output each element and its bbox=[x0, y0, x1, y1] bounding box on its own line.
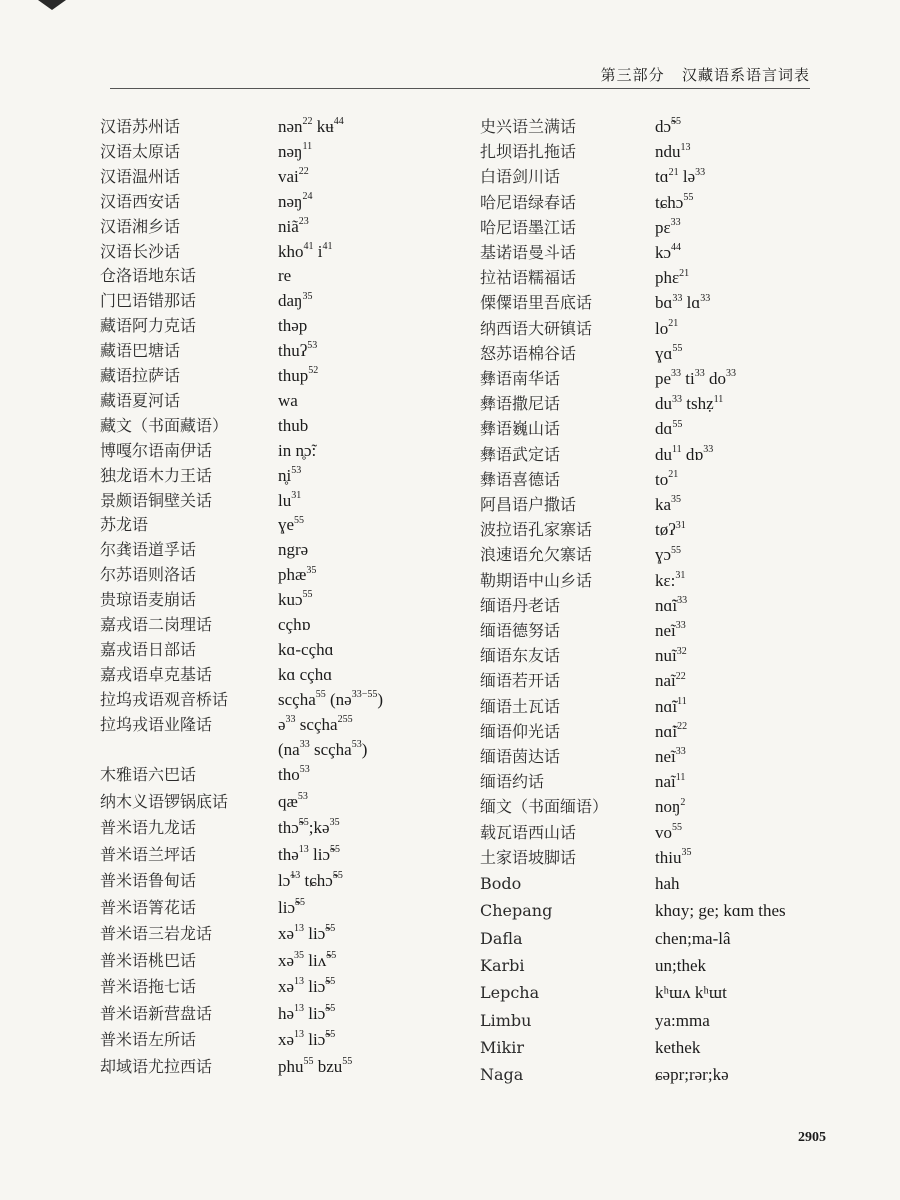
language-name: 彝语撒尼话 bbox=[480, 394, 561, 414]
language-name: 汉语长沙话 bbox=[100, 241, 181, 261]
word-form: $lu^{31}$ bbox=[278, 489, 302, 510]
language-name: 彝语武定话 bbox=[480, 444, 561, 464]
language-name: 贵琼语麦崩话 bbox=[100, 590, 197, 610]
word-form: $du^{11}$ dɒ$^{33}$ bbox=[655, 443, 714, 464]
language-name: 却域语尤拉西话 bbox=[100, 1056, 213, 1076]
word-form: thə$^{13}$ liɔ̃$^{55}$ bbox=[278, 843, 341, 864]
language-name: 汉语湘乡话 bbox=[100, 216, 181, 236]
word-form: $pe^{33}$ $ti^{33}$ $do^{33}$ bbox=[655, 368, 736, 388]
word-form: ə$^{33}$ scçha$^{255}$ bbox=[278, 713, 353, 734]
word-form: kɛ:$^{31}$ bbox=[655, 569, 686, 590]
word-form: vai$^{22}$ bbox=[278, 166, 309, 186]
language-name: 普米语兰坪话 bbox=[100, 844, 197, 864]
language-name: 尔龚语道孚话 bbox=[100, 540, 197, 560]
word-form: pɛ$^{33}$ bbox=[655, 217, 681, 237]
word-form: cçhɒ bbox=[278, 615, 311, 634]
language-name: Dafla bbox=[480, 928, 523, 948]
word-form: phæ$^{35}$ bbox=[278, 564, 317, 585]
word-form: ya:mma bbox=[655, 1010, 710, 1030]
language-name: 普米语三岩龙话 bbox=[100, 924, 213, 943]
word-form: kɑ-cçhɑ bbox=[278, 639, 334, 659]
language-name: Mikir bbox=[480, 1037, 524, 1057]
word-form: dɔ̃$^{55}$ bbox=[655, 116, 682, 136]
word-form: ɣɑ$^{55}$ bbox=[655, 343, 683, 363]
header-part: 第三部分 bbox=[600, 66, 665, 84]
language-name: 独龙语木力王话 bbox=[100, 465, 213, 485]
language-name: 景颇语铜壁关话 bbox=[100, 490, 213, 510]
word-form: $lo^{21}$ bbox=[655, 317, 679, 338]
language-name: 纳西语大研镇话 bbox=[480, 318, 593, 338]
word-form: hah bbox=[655, 874, 680, 893]
language-name: 缅文（书面缅语） bbox=[480, 797, 609, 817]
word-form: $ka^{35}$ bbox=[655, 494, 682, 514]
language-name: 拉坞戎语业隆话 bbox=[100, 714, 213, 734]
word-form: neĩ$^{33}$ bbox=[655, 746, 686, 766]
word-form: $du^{33}$ tshẓ$^{11}$ bbox=[655, 393, 724, 414]
language-name: Bodo bbox=[480, 874, 522, 893]
word-form: $n̥i^{53}$ bbox=[278, 464, 302, 485]
language-name: 载瓦语西山话 bbox=[480, 822, 577, 842]
language-name: 拉坞戎语观音桥话 bbox=[100, 689, 229, 709]
language-name: Chepang bbox=[480, 901, 553, 921]
word-form: wa bbox=[278, 390, 298, 410]
language-name: 彝语南华话 bbox=[480, 369, 561, 388]
language-name: 尔苏语则洛话 bbox=[100, 565, 197, 585]
word-form: kuɔ$^{55}$ bbox=[278, 589, 313, 610]
language-name: 扎坝语扎拖话 bbox=[480, 142, 577, 162]
language-name: 嘉戎语二岗理话 bbox=[100, 615, 213, 634]
word-form: naĩ$^{22}$ bbox=[655, 670, 686, 691]
language-name: 藏语拉萨话 bbox=[100, 366, 181, 385]
word-form: un;thek bbox=[655, 955, 706, 975]
word-form: xə$^{13}$ liɔ̃$^{55}$ bbox=[278, 1029, 336, 1049]
language-name: 仓洛语地东话 bbox=[100, 266, 197, 286]
word-form: scçha$^{55}$ (nə$^{33-55}$) bbox=[278, 689, 384, 709]
language-name: 缅语约话 bbox=[480, 772, 545, 792]
word-form: ngrə bbox=[278, 540, 309, 560]
language-name: 普米语新营盘话 bbox=[100, 1003, 213, 1023]
word-form: re bbox=[278, 266, 292, 286]
word-form: noŋ$^2$ bbox=[655, 796, 686, 817]
word-form: ɣe$^{55}$ bbox=[278, 514, 305, 535]
word-form: $nɑ̃i^{22}$ bbox=[655, 721, 688, 741]
word-form: hə$^{13}$ liɔ̃$^{55}$ bbox=[278, 1002, 336, 1023]
language-name: 土家语坡脚话 bbox=[480, 847, 577, 867]
word-form: phɛ$^{21}$ bbox=[655, 267, 690, 288]
word-form: khɑy; ge; kɑm thes bbox=[655, 901, 786, 921]
word-form: thiu$^{35}$ bbox=[655, 847, 692, 867]
word-form: naĩ$^{11}$ bbox=[655, 771, 686, 792]
word-form: thɔ̃$^{55}$;kə$^{35}$ bbox=[278, 817, 340, 837]
word-form: ɕəpr;rər;kə bbox=[655, 1065, 729, 1085]
word-form: tɑ$^{21}$ lə$^{33}$ bbox=[655, 166, 706, 187]
word-form: $qæ^{53}$ bbox=[278, 790, 308, 811]
language-name: 藏语巴塘话 bbox=[100, 341, 181, 361]
word-form: neĩ$^{33}$ bbox=[655, 620, 686, 640]
word-form: kɑ cçhɑ bbox=[278, 664, 333, 684]
language-name: 木雅语六巴话 bbox=[100, 765, 197, 784]
word-form: xə$^{13}$ liɔ̃$^{55}$ bbox=[278, 923, 336, 943]
language-name: 普米语鲁甸话 bbox=[100, 871, 197, 890]
language-name: 嘉戎语日部话 bbox=[100, 639, 197, 659]
language-name: 普米语左所话 bbox=[100, 1030, 197, 1049]
language-name: 史兴语兰满话 bbox=[480, 117, 577, 136]
language-name: 彝语喜德话 bbox=[480, 469, 561, 489]
word-form: lɔ̃$^{13}$ tɕhɔ̃$^{55}$ bbox=[278, 870, 343, 890]
corner-scan-mark bbox=[38, 0, 66, 10]
word-form: xə$^{35}$ liʌ̃$^{55}$ bbox=[278, 949, 337, 970]
language-name: 缅语茵达话 bbox=[480, 747, 561, 766]
word-form: $vo^{55}$ bbox=[655, 821, 682, 842]
language-name: Karbi bbox=[480, 955, 525, 975]
language-name: 藏文（书面藏语） bbox=[100, 415, 229, 435]
page-number: 2905 bbox=[798, 1130, 826, 1145]
language-name: 哈尼语墨江话 bbox=[480, 217, 577, 237]
language-name: 缅语东友话 bbox=[480, 646, 561, 666]
language-name: 缅语德努话 bbox=[480, 621, 561, 640]
word-form: daŋ$^{35}$ bbox=[278, 290, 313, 311]
language-name: 勒期语中山乡话 bbox=[480, 570, 593, 590]
word-form: nən$^{22}$ kʉ$^{44}$ bbox=[278, 116, 344, 136]
word-form: bɑ$^{33}$ lɑ$^{33}$ bbox=[655, 292, 711, 313]
word-form: $to^{21}$ bbox=[655, 469, 679, 489]
language-name: 波拉语孔家寨话 bbox=[480, 520, 593, 540]
language-name: 缅语土瓦话 bbox=[480, 696, 561, 716]
language-name: 基诺语曼斗话 bbox=[480, 243, 577, 262]
language-name: 汉语太原话 bbox=[100, 141, 181, 161]
word-form: tho$^{53}$ bbox=[278, 764, 310, 784]
language-name: 阿昌语户撒话 bbox=[480, 495, 577, 514]
header-title: 汉藏语系语言词表 bbox=[681, 66, 810, 84]
language-name: 普米语箐花话 bbox=[100, 897, 197, 917]
word-form: ($na^{33}$ scçha$^{53}$) bbox=[278, 738, 368, 759]
language-name: 博嘎尔语南伊话 bbox=[100, 440, 213, 460]
running-header bbox=[601, 64, 810, 85]
word-form: xə$^{13}$ liɔ̃$^{55}$ bbox=[278, 976, 336, 996]
word-form: kho$^{41}$ $i^{41}$ bbox=[278, 240, 333, 261]
language-name: 汉语温州话 bbox=[100, 166, 181, 186]
word-form: nəŋ$^{24}$ bbox=[278, 191, 313, 211]
word-form: $nɑ̃ĩ^{33}$ bbox=[655, 595, 688, 615]
language-name: 缅语丹老话 bbox=[480, 595, 561, 615]
language-name: 藏语夏河话 bbox=[100, 390, 181, 410]
language-name: 普米语九龙话 bbox=[100, 818, 197, 837]
word-form: niã$^{23}$ bbox=[278, 215, 309, 236]
word-form: dɑ$^{55}$ bbox=[655, 418, 683, 439]
word-form: chen;ma-lâ bbox=[655, 928, 731, 948]
word-form: thub bbox=[278, 415, 309, 435]
language-name: 汉语苏州话 bbox=[100, 117, 181, 136]
word-form: kʰɯʌ kʰɯt bbox=[655, 983, 727, 1003]
word-form: thəp bbox=[278, 316, 308, 336]
word-form: kethek bbox=[655, 1037, 701, 1057]
language-name: 缅语若开话 bbox=[480, 671, 561, 691]
language-name: Naga bbox=[480, 1065, 524, 1085]
word-form: kɔ$^{44}$ bbox=[655, 242, 682, 262]
word-form: $nɑ̃ĩ^{11}$ bbox=[655, 695, 687, 716]
word-form: phu$^{55}$ bzu$^{55}$ bbox=[278, 1055, 353, 1076]
header-rule bbox=[110, 88, 810, 89]
word-form: ɣɔ$^{55}$ bbox=[655, 544, 682, 565]
language-name: 怒苏语棉谷话 bbox=[480, 343, 577, 363]
word-form: nəŋ$^{11}$ bbox=[278, 141, 313, 161]
language-name: 普米语拖七话 bbox=[100, 977, 197, 996]
word-form: tɕhɔ$^{55}$ bbox=[655, 191, 694, 212]
word-form: thup$^{52}$ bbox=[278, 365, 319, 385]
language-name: 浪速语允欠寨话 bbox=[480, 545, 593, 565]
language-name: 哈尼语绿春话 bbox=[480, 192, 577, 212]
language-name: 拉祜语糯福话 bbox=[480, 268, 577, 288]
word-form: in n̥ɔ̃: bbox=[278, 440, 317, 460]
word-form: thuʔ$^{53}$ bbox=[278, 340, 318, 361]
language-name: 苏龙语 bbox=[100, 515, 149, 535]
language-name: 缅语仰光话 bbox=[480, 721, 561, 741]
language-name: 白语剑川话 bbox=[480, 167, 561, 187]
language-name: 嘉戎语卓克基话 bbox=[100, 664, 213, 684]
word-form: liɔ̃$^{55}$ bbox=[278, 896, 305, 917]
language-name: 门巴语错那话 bbox=[100, 291, 197, 311]
language-name: 彝语巍山话 bbox=[480, 419, 561, 439]
language-name: 藏语阿力克话 bbox=[100, 316, 197, 336]
language-name: 普米语桃巴话 bbox=[100, 950, 197, 970]
language-name: 傈僳语里吾底话 bbox=[480, 293, 593, 313]
language-name: 纳木义语锣锅底话 bbox=[100, 791, 229, 811]
language-name: Limbu bbox=[480, 1010, 532, 1030]
word-form: nuĩ$^{32}$ bbox=[655, 645, 687, 666]
word-form: tøʔ$^{31}$ bbox=[655, 519, 686, 540]
language-name: 汉语西安话 bbox=[100, 191, 181, 211]
language-name: Lepcha bbox=[480, 983, 540, 1003]
word-form: ndu$^{13}$ bbox=[655, 141, 691, 162]
